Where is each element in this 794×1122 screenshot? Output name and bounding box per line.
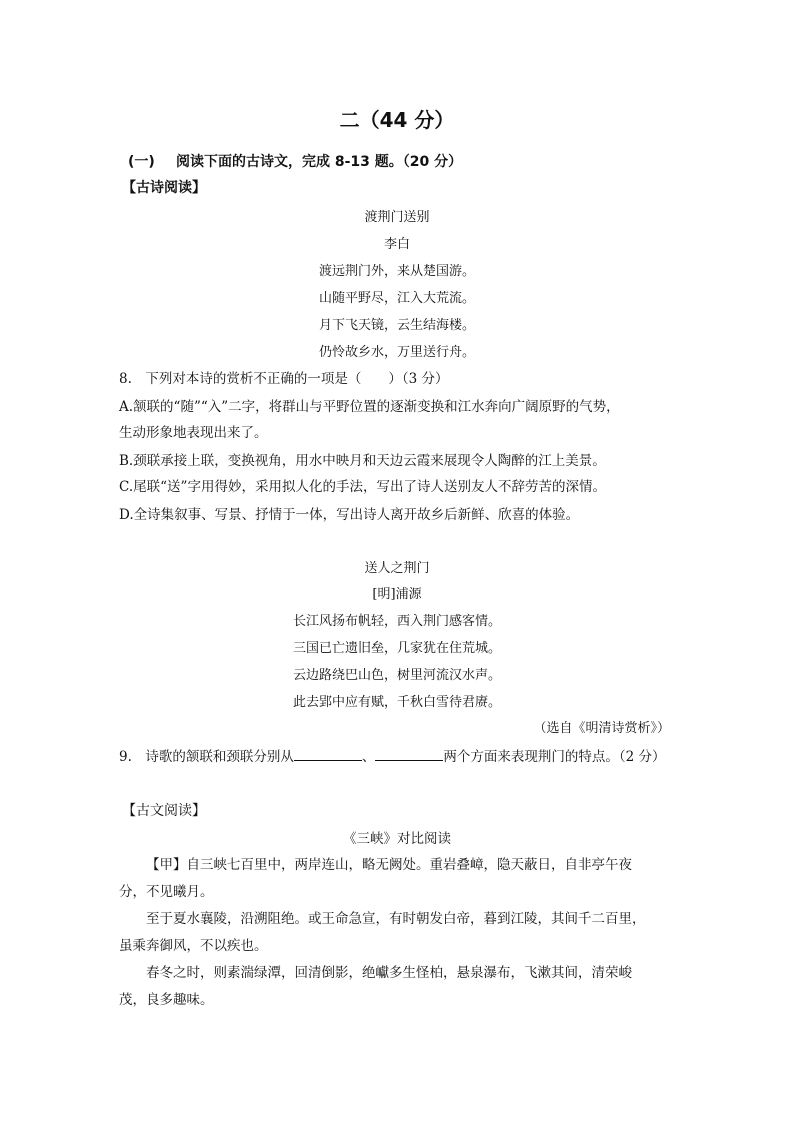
poem2-source: （选自《明清诗赏析》） [533, 721, 670, 736]
prose-para1-cont: 分，不见曦月。 [119, 884, 214, 900]
prose-para3-cont: 茂，良多趣味。 [119, 992, 214, 1008]
poem1-line: 渡远荆门外，来从楚国游。 [318, 264, 475, 279]
poem1-line: 月下飞天镜，云生结海楼。 [318, 318, 475, 333]
q8-option-d: D.全诗集叙事、写景、抒情于一体，写出诗人离开故乡后新鲜、欣喜的体验。 [119, 507, 580, 523]
prose-para3: 春冬之时，则素湍绿潭，回清倒影，绝巘多生怪柏，悬泉瀑布，飞漱其间，清荣峻 [146, 965, 632, 981]
poem1-line: 山随平野尽，江入大荒流。 [318, 291, 475, 306]
q8-option-a: A.颔联的“随”“入”二字，将群山与平野位置的逐渐变换和江水奔向广阔原野的气势， [119, 399, 620, 415]
poem1-line: 仍怜故乡水，万里送行舟。 [318, 345, 475, 360]
poem2-line: 长江风扬布帆轻，西入荆门感客情。 [292, 614, 501, 629]
poem2-author: [明]浦源 [372, 587, 422, 602]
poem1-title: 渡荆门送别 [364, 210, 430, 225]
q9-part2: 两个方面来表现荆门的特点。（2 分） [443, 749, 666, 765]
q9-part1: 9. 诗歌的颔联和颈联分别从 [119, 749, 294, 765]
part1-heading: 阅读下面的古诗文，完成 8-13 题。（20 分） [176, 154, 463, 170]
q9-text [119, 745, 666, 765]
page-title: 二（44 分） [339, 108, 455, 132]
prose-title: 《三峡》对比阅读 [343, 831, 451, 847]
poem2-title: 送人之荆门 [364, 561, 430, 576]
prose-label: 【古文阅读】 [122, 803, 206, 819]
prose-para2-cont: 虽乘奔御风，不以疾也。 [119, 938, 268, 954]
q9-separator: 、 [361, 749, 376, 765]
part1-number: (一) [128, 154, 155, 170]
answer-blank-2[interactable] [375, 748, 443, 761]
q8-option-c: C.尾联“送”字用得妙，采用拟人化的手法，写出了诗人送别友人不辞劳苦的深情。 [119, 479, 606, 495]
poetry-label: 【古诗阅读】 [122, 180, 206, 196]
prose-para1: 【甲】自三峡七百里中，两岸连山，略无阙处。重岩叠嶂，隐天蔽日，自非亭午夜 [146, 857, 632, 873]
poem2-line: 此去郢中应有赋，千秋白雪待君赓。 [292, 695, 501, 710]
answer-blank-1[interactable] [294, 748, 362, 761]
poem2-line: 云边路绕巴山色，树里河流汉水声。 [292, 668, 501, 683]
q8-option-a-cont: 生动形象地表现出来了。 [119, 425, 268, 441]
q8-stem: 8. 下列对本诗的赏析不正确的一项是（ ）（3 分） [119, 371, 449, 387]
q8-option-b: B.颈联承接上联，变换视角，用水中映月和天边云霞来展现令人陶醉的江上美景。 [119, 453, 606, 469]
poem1-author: 李白 [383, 237, 410, 252]
prose-para2: 至于夏水襄陵，沿溯阻绝。或王命急宣，有时朝发白帝，暮到江陵，其间千二百里， [146, 911, 646, 927]
poem2-line: 三国已亡遗旧垒，几家犹在住荒城。 [292, 641, 501, 656]
